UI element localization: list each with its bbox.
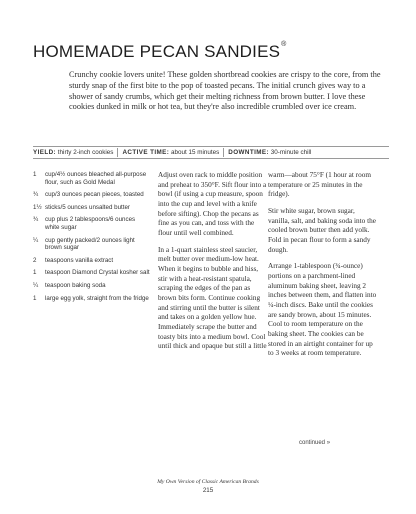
ingredient-text: teaspoon Diamond Crystal kosher salt [45,269,150,277]
ingredient-text: teaspoons vanilla extract [45,256,114,264]
ingredient-qty: ¾ [33,216,39,224]
ingredient-text: cup gently packed/2 ounces light brown sugar [45,236,135,252]
ingredient-qty: 1 [33,269,37,277]
ingredient-item [33,216,151,231]
active-time-info [118,147,223,158]
method-paragraph: In a 1-quart stainless steel saucier, melt butter over medium-low heat. When it begins to bubble and hiss, stir with a heat-resistant spatula, scraping the edges of the pan as brown bits form. Continue cooking and stirring until the butter is silent and takes on a golden yellow hue. Immediately scrape the butter and toasty bits into a medium bowl. Cool until thick and opaque but still a little [158,245,267,351]
ingredient-qty: ¾ [33,191,39,199]
ingredient-item [33,237,151,252]
yield-info [33,147,117,158]
active-time-label: ACTIVE TIME: [122,149,170,156]
yield-value: thirty 2-inch cookies [57,149,114,156]
ingredient-qty: 2 [33,256,37,264]
ingredient-text: teaspoon baking soda [45,281,106,289]
method-paragraph: Arrange 1-tablespoon (¾-ounce) portions on a parchment-lined aluminum baking sheet, leaving 2 inches between them, and flatten into ¼-inch discs. Bake until the cookies are sandy brown, about 15 minutes. Cool to room temperature on the baking sheet. The cookies can be stored in an airtight container for up to 3 weeks at room temperature. [268,262,377,358]
ingredient-text: large egg yolk, straight from the fridge [45,294,149,302]
ingredient-qty: 1 [33,171,37,178]
recipe-intro: Crunchy cookie lovers unite! These golden shortbread cookies are crispy to the core, from the sturdy snap of the first bite to the pop of toasted pecans. The initial crunch gives way to a shower of sandy crumbs, which get their melting richness from brown butter. I love these cookies dunked in milk or hot tea, but they're also incredible crumbled over ice cream. [69,70,381,112]
ingredient-item [33,257,151,265]
method-paragraph: Adjust oven rack to middle position and preheat to 350°F. Sift flour into a bowl (if using a cup measure, spoon into the cup and level with a knife before sifting). Chop the pecans as fine as you can, and toss with the flour until well combined. [158,171,267,237]
ingredient-list [33,171,151,307]
active-time-value: about 15 minutes [170,149,220,156]
recipe-title-text: HOMEMADE PECAN SANDIES [33,42,281,61]
method-column-1 [158,171,268,359]
ingredient-text: sticks/5 ounces unsalted butter [45,203,130,211]
yield-label: YIELD: [33,149,57,156]
recipe-title [33,42,393,62]
running-footer: My Own Version of Classic American Brands [157,479,259,485]
method-column-2 [268,171,378,366]
ingredient-item [33,282,151,290]
ingredient-text: cup/4½ ounces bleached all-purpose flour, such as Gold Medal [45,171,147,186]
ingredient-item [33,191,151,199]
page-number: 215 [202,487,214,494]
downtime-label: DOWNTIME: [228,149,269,156]
ingredient-qty: ¼ [33,281,39,289]
ingredient-qty: ¼ [33,236,39,244]
trademark-mark: ® [281,41,287,48]
continued-note: continued » [299,440,331,446]
ingredient-text: cup plus 2 tablespoons/6 ounces white sugar [45,216,136,231]
ingredient-qty: 1 [33,294,37,302]
downtime-value: 30-minute chill [270,149,312,156]
ingredient-qty: 1½ [33,203,42,211]
ingredient-item [33,171,151,186]
ingredient-item [33,295,151,303]
downtime-info [224,147,315,158]
yield-bar [33,146,389,159]
ingredient-item [33,204,151,212]
method-paragraph: Stir white sugar, brown sugar, vanilla, salt, and baking soda into the cooled brown butter then add yolk. Fold in pecan flour to form a sandy dough. [268,206,376,254]
method-paragraph: warm—about 75°F (1 hour at room temperature or 25 minutes in the fridge). [268,171,371,199]
ingredient-item [33,269,151,277]
ingredient-text: cup/3 ounces pecan pieces, toasted [45,191,144,199]
